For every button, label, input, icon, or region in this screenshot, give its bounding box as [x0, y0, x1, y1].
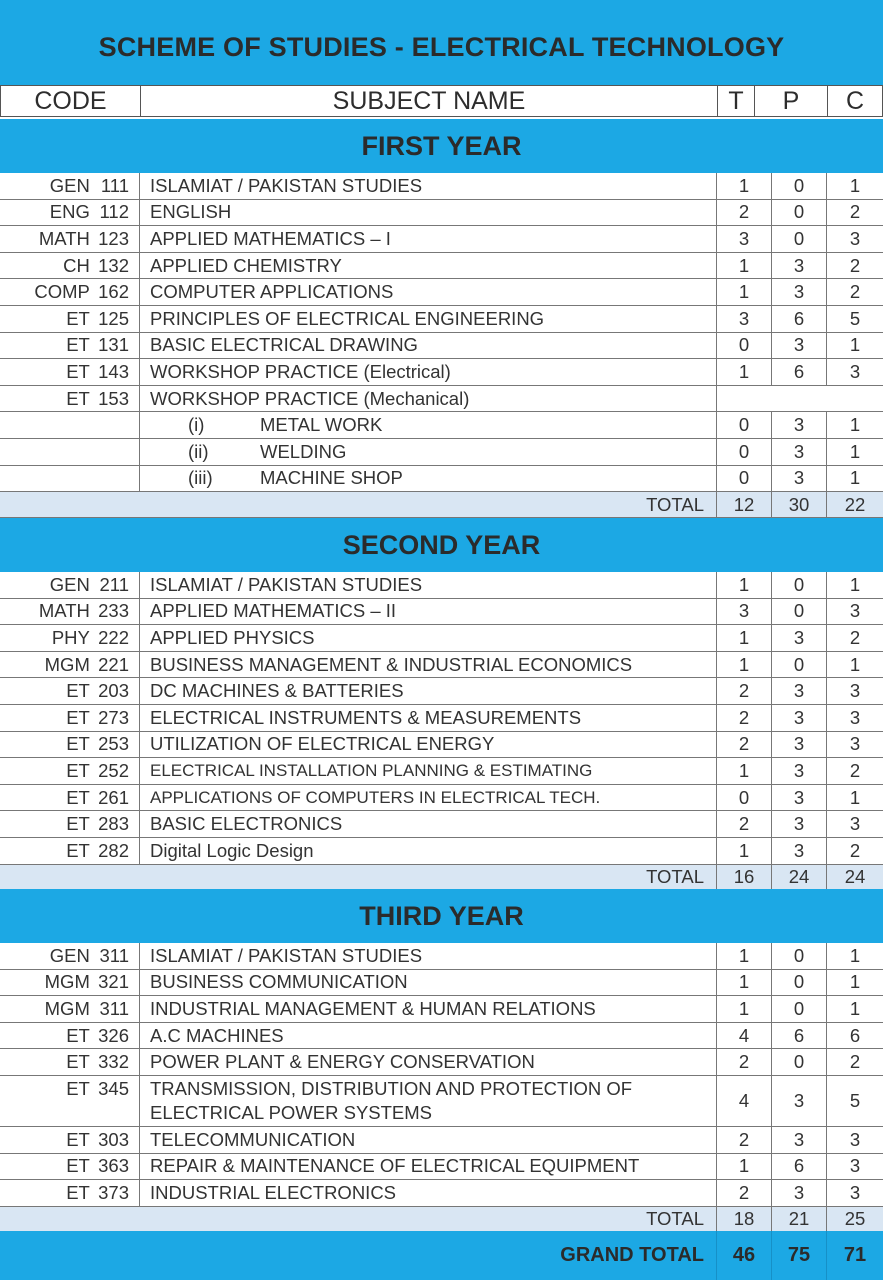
table-row: [0, 970, 883, 997]
table-row: [0, 1049, 883, 1076]
course-number: 332: [98, 1051, 129, 1073]
subject-name: A.C MACHINES: [140, 1023, 717, 1049]
course-dept: ET: [66, 360, 90, 382]
credit-hours: 3: [849, 1181, 861, 1203]
course-code: [0, 943, 140, 969]
theory-hours: 1: [717, 996, 772, 1022]
credit-hours: 3: [849, 813, 861, 835]
course-dept: ET: [66, 1051, 90, 1073]
sub-numeral: (iii): [188, 467, 213, 489]
course-dept: ET: [66, 706, 90, 728]
practical-hours: 3: [772, 625, 827, 651]
theory-hours: 1: [717, 359, 772, 385]
practical-hours: 3: [772, 412, 827, 438]
table-row: [0, 996, 883, 1023]
course-code: [0, 732, 140, 758]
table-row: [0, 599, 883, 626]
course-dept: ET: [66, 1077, 90, 1099]
course-code: [0, 758, 140, 784]
course-code: [0, 200, 140, 226]
course-number: 345: [98, 1077, 129, 1099]
practical-hours: 0: [772, 200, 827, 226]
theory-hours: 4: [717, 1023, 772, 1049]
course-dept: MGM: [44, 997, 90, 1019]
practical-hours: 3: [772, 439, 827, 465]
theory-hours: 3: [717, 226, 772, 252]
credit-hours: 1: [849, 174, 861, 196]
practical-hours: 0: [772, 996, 827, 1022]
section-heading: SECOND YEAR: [342, 529, 541, 560]
theory-hours: 3: [717, 599, 772, 625]
course-dept: ET: [66, 786, 90, 808]
credit-hours: 2: [849, 759, 861, 781]
total-label: TOTAL: [0, 492, 717, 517]
course-number: 125: [98, 307, 129, 329]
credit-hours: 2: [849, 839, 861, 861]
course-dept: ET: [66, 1128, 90, 1150]
table-row: [0, 1180, 883, 1207]
credit-hours: 5: [849, 1089, 861, 1111]
practical-hours: 3: [772, 811, 827, 837]
table-row-sub: [0, 412, 883, 439]
theory-hours: 4: [717, 1076, 772, 1126]
course-code: [0, 1180, 140, 1206]
sub-label: MACHINE SHOP: [260, 467, 403, 489]
practical-hours: 0: [772, 970, 827, 996]
credit-hours: 1: [849, 971, 861, 993]
practical-hours: 0: [772, 173, 827, 199]
course-code: [0, 1154, 140, 1180]
course-dept: CH: [63, 254, 90, 276]
course-code: [0, 599, 140, 625]
course-dept: COMP: [34, 281, 90, 303]
course-dept: GEN: [49, 573, 90, 595]
course-dept: MGM: [44, 971, 90, 993]
subject-name: COMPUTER APPLICATIONS: [140, 279, 717, 305]
total-t: 12: [717, 492, 772, 517]
subject-sub-name: [140, 439, 717, 465]
course-number: 211: [99, 573, 129, 595]
total-c: 25: [844, 1208, 866, 1230]
table-row: [0, 838, 883, 865]
subject-name: APPLIED CHEMISTRY: [140, 253, 717, 279]
course-dept: ET: [66, 387, 90, 409]
sub-label: WELDING: [260, 440, 347, 462]
third-year-rows: [0, 943, 883, 1233]
theory-hours: 2: [717, 732, 772, 758]
subject-name: ISLAMIAT / PAKISTAN STUDIES: [140, 173, 717, 199]
subject-name: WORKSHOP PRACTICE (Mechanical): [140, 386, 717, 412]
theory-hours: 0: [717, 412, 772, 438]
course-number: 112: [99, 201, 129, 223]
practical-hours: 0: [772, 652, 827, 678]
credit-hours: 1: [849, 440, 861, 462]
total-c: 22: [844, 493, 866, 515]
course-code-empty: [0, 466, 140, 492]
course-code: [0, 386, 140, 412]
course-code: [0, 970, 140, 996]
practical-hours: 6: [772, 359, 827, 385]
table-row: [0, 333, 883, 360]
table-row: [0, 359, 883, 386]
grand-total-row: [0, 1231, 883, 1280]
course-code: [0, 1127, 140, 1153]
course-dept: MGM: [44, 653, 90, 675]
table-row: [0, 200, 883, 227]
course-number: 326: [98, 1024, 129, 1046]
table-row: [0, 785, 883, 812]
table-row: [0, 652, 883, 679]
credit-hours: 1: [849, 997, 861, 1019]
course-code: [0, 785, 140, 811]
course-code: [0, 173, 140, 199]
course-code: [0, 838, 140, 864]
course-code: [0, 1076, 140, 1126]
theory-hours: 0: [717, 333, 772, 359]
course-number: 252: [98, 759, 129, 781]
credit-hours: 3: [849, 733, 861, 755]
credit-hours: 6: [849, 1024, 861, 1046]
course-dept: ET: [66, 839, 90, 861]
course-number: 261: [98, 786, 129, 808]
theory-hours: 0: [717, 439, 772, 465]
subject-name: UTILIZATION OF ELECTRICAL ENERGY: [140, 732, 717, 758]
table-row: [0, 279, 883, 306]
course-code: [0, 226, 140, 252]
course-dept: PHY: [51, 626, 90, 648]
theory-hours: 1: [717, 253, 772, 279]
course-dept: ET: [66, 733, 90, 755]
credit-hours: 1: [849, 334, 861, 356]
practical-hours: 6: [772, 306, 827, 332]
table-row: [0, 811, 883, 838]
course-code: [0, 1023, 140, 1049]
header-subject-name: SUBJECT NAME: [140, 85, 718, 117]
credit-hours: 2: [849, 254, 861, 276]
course-code: [0, 678, 140, 704]
credit-hours: 1: [849, 573, 861, 595]
credit-hours: 3: [849, 706, 861, 728]
table-row: [0, 226, 883, 253]
course-number: 221: [98, 653, 129, 675]
course-number: 273: [98, 706, 129, 728]
credit-hours: 2: [849, 1051, 861, 1073]
subject-name: TRANSMISSION, DISTRIBUTION AND PROTECTION OF ELECTRICAL POWER SYSTEMS: [140, 1076, 717, 1126]
subject-name: REPAIR & MAINTENANCE OF ELECTRICAL EQUIPMENT: [140, 1154, 717, 1180]
course-dept: ET: [66, 1155, 90, 1177]
practical-hours: 0: [772, 572, 827, 598]
subject-name: WORKSHOP PRACTICE (Electrical): [140, 359, 717, 385]
total-label: TOTAL: [0, 1207, 717, 1232]
table-header: [0, 85, 883, 119]
table-row: [0, 1127, 883, 1154]
table-row: [0, 173, 883, 200]
table-row: [0, 1154, 883, 1181]
header-c: C: [827, 85, 883, 117]
table-row: [0, 1076, 883, 1127]
subject-name: APPLIED MATHEMATICS – II: [140, 599, 717, 625]
theory-hours: 2: [717, 705, 772, 731]
table-row: [0, 1023, 883, 1050]
total-c: 24: [844, 866, 866, 888]
course-code-empty: [0, 439, 140, 465]
practical-hours: 3: [772, 838, 827, 864]
theory-hours: 1: [717, 838, 772, 864]
practical-hours: 0: [772, 599, 827, 625]
course-number: 253: [98, 733, 129, 755]
practical-hours: 3: [772, 253, 827, 279]
course-code: [0, 811, 140, 837]
sub-label: METAL WORK: [260, 414, 383, 436]
course-code: [0, 253, 140, 279]
course-dept: ET: [66, 334, 90, 356]
table-row: [0, 572, 883, 599]
course-number: 143: [98, 360, 129, 382]
course-number: 282: [98, 839, 129, 861]
course-code: [0, 996, 140, 1022]
theory-hours: 1: [717, 625, 772, 651]
subject-name: INDUSTRIAL MANAGEMENT & HUMAN RELATIONS: [140, 996, 717, 1022]
course-dept: GEN: [49, 944, 90, 966]
course-code: [0, 359, 140, 385]
subject-name: PRINCIPLES OF ELECTRICAL ENGINEERING: [140, 306, 717, 332]
subject-name: APPLICATIONS OF COMPUTERS IN ELECTRICAL TECH.: [140, 785, 717, 811]
theory-hours: [717, 386, 883, 412]
theory-hours: 2: [717, 1049, 772, 1075]
theory-hours: 2: [717, 200, 772, 226]
table-row: [0, 705, 883, 732]
course-number: 303: [98, 1128, 129, 1150]
table-row: [0, 732, 883, 759]
course-code: [0, 652, 140, 678]
credit-hours: 5: [849, 307, 861, 329]
practical-hours: 3: [772, 333, 827, 359]
grand-total-c: 71: [843, 1244, 867, 1266]
theory-hours: 1: [717, 1154, 772, 1180]
credit-hours: 3: [849, 1128, 861, 1150]
course-number: 111: [100, 174, 129, 196]
subject-name: BASIC ELECTRONICS: [140, 811, 717, 837]
second-year-rows: [0, 572, 883, 891]
course-number: 363: [98, 1155, 129, 1177]
practical-hours: 3: [772, 785, 827, 811]
theory-hours: 2: [717, 678, 772, 704]
grand-total-label: GRAND TOTAL: [0, 1231, 717, 1280]
header-t: T: [717, 85, 755, 117]
theory-hours: 2: [717, 1127, 772, 1153]
total-t: 16: [717, 865, 772, 890]
section-second-year: [0, 518, 883, 572]
total-t: 18: [717, 1207, 772, 1232]
theory-hours: 1: [717, 943, 772, 969]
total-row: [0, 1207, 883, 1233]
course-code: [0, 333, 140, 359]
section-third-year: [0, 889, 883, 943]
total-label: TOTAL: [0, 865, 717, 890]
table-row: [0, 943, 883, 970]
total-p: 30: [772, 492, 827, 517]
theory-hours: 1: [717, 572, 772, 598]
credit-hours: 1: [849, 944, 861, 966]
course-number: 203: [98, 680, 129, 702]
course-number: 132: [98, 254, 129, 276]
practical-hours: 3: [772, 1076, 827, 1126]
subject-name: POWER PLANT & ENERGY CONSERVATION: [140, 1049, 717, 1075]
credit-hours: 2: [849, 281, 861, 303]
section-first-year: [0, 119, 883, 173]
table-row-sub: [0, 466, 883, 493]
course-code: [0, 572, 140, 598]
subject-sub-name: [140, 412, 717, 438]
credit-hours: 1: [849, 414, 861, 436]
sub-numeral: (ii): [188, 440, 209, 462]
first-year-rows: [0, 173, 883, 518]
table-row: [0, 386, 883, 413]
course-number: 162: [98, 281, 129, 303]
course-dept: ET: [66, 1181, 90, 1203]
theory-hours: 2: [717, 1180, 772, 1206]
theory-hours: 1: [717, 970, 772, 996]
credit-hours: 3: [849, 360, 861, 382]
course-code: [0, 705, 140, 731]
course-number: 373: [98, 1181, 129, 1203]
course-code: [0, 306, 140, 332]
course-code: [0, 279, 140, 305]
practical-hours: 0: [772, 226, 827, 252]
theory-hours: 1: [717, 173, 772, 199]
practical-hours: 6: [772, 1023, 827, 1049]
course-code-empty: [0, 412, 140, 438]
practical-hours: 3: [772, 758, 827, 784]
total-p: 21: [772, 1207, 827, 1232]
page-title: SCHEME OF STUDIES - ELECTRICAL TECHNOLOGY: [98, 32, 785, 62]
course-dept: ET: [66, 1024, 90, 1046]
practical-hours: 3: [772, 466, 827, 492]
course-dept: MATH: [38, 227, 90, 249]
practical-hours: 3: [772, 1180, 827, 1206]
section-heading: FIRST YEAR: [361, 130, 522, 161]
theory-hours: 0: [717, 466, 772, 492]
practical-hours: 3: [772, 279, 827, 305]
subject-name: DC MACHINES & BATTERIES: [140, 678, 717, 704]
table-row: [0, 306, 883, 333]
theory-hours: 1: [717, 758, 772, 784]
subject-name: BUSINESS COMMUNICATION: [140, 970, 717, 996]
theory-hours: 1: [717, 652, 772, 678]
table-row: [0, 625, 883, 652]
table-row-sub: [0, 439, 883, 466]
theory-hours: 0: [717, 785, 772, 811]
practical-hours: 3: [772, 1127, 827, 1153]
table-row: [0, 253, 883, 280]
credit-hours: 3: [849, 680, 861, 702]
credit-hours: 2: [849, 201, 861, 223]
subject-name: ELECTRICAL INSTRUMENTS & MEASUREMENTS: [140, 705, 717, 731]
course-number: 233: [98, 600, 129, 622]
course-number: 153: [98, 387, 129, 409]
total-row: [0, 865, 883, 891]
course-dept: ENG: [49, 201, 90, 223]
practical-hours: 0: [772, 943, 827, 969]
grand-total-t: 46: [717, 1231, 772, 1280]
header-code: CODE: [0, 85, 141, 117]
practical-hours: 0: [772, 1049, 827, 1075]
subject-name: ISLAMIAT / PAKISTAN STUDIES: [140, 572, 717, 598]
subject-name: BASIC ELECTRICAL DRAWING: [140, 333, 717, 359]
subject-name: ENGLISH: [140, 200, 717, 226]
table-row: [0, 678, 883, 705]
total-p: 24: [772, 865, 827, 890]
course-number: 222: [98, 626, 129, 648]
course-code: [0, 625, 140, 651]
theory-hours: 3: [717, 306, 772, 332]
subject-name: APPLIED PHYSICS: [140, 625, 717, 651]
table-row: [0, 758, 883, 785]
subject-sub-name: [140, 466, 717, 492]
header-p: P: [754, 85, 828, 117]
course-number: 311: [99, 944, 129, 966]
grand-total-p: 75: [772, 1231, 827, 1280]
credit-hours: 3: [849, 227, 861, 249]
course-number: 123: [98, 227, 129, 249]
section-heading: THIRD YEAR: [359, 900, 524, 931]
practical-hours: 3: [772, 732, 827, 758]
course-dept: GEN: [49, 174, 90, 196]
practical-hours: 6: [772, 1154, 827, 1180]
theory-hours: 2: [717, 811, 772, 837]
course-dept: ET: [66, 813, 90, 835]
course-dept: MATH: [38, 600, 90, 622]
practical-hours: 3: [772, 705, 827, 731]
credit-hours: 1: [849, 786, 861, 808]
course-dept: ET: [66, 680, 90, 702]
credit-hours: 3: [849, 600, 861, 622]
credit-hours: 1: [849, 653, 861, 675]
subject-name: ISLAMIAT / PAKISTAN STUDIES: [140, 943, 717, 969]
credit-hours: 2: [849, 626, 861, 648]
course-dept: ET: [66, 759, 90, 781]
course-dept: ET: [66, 307, 90, 329]
subject-name: INDUSTRIAL ELECTRONICS: [140, 1180, 717, 1206]
course-number: 283: [98, 813, 129, 835]
course-code: [0, 1049, 140, 1075]
theory-hours: 1: [717, 279, 772, 305]
sub-numeral: (i): [188, 414, 205, 436]
course-number: 321: [98, 971, 129, 993]
title-bar: [0, 0, 883, 85]
practical-hours: 3: [772, 678, 827, 704]
subject-name: ELECTRICAL INSTALLATION PLANNING & ESTIMATING: [140, 758, 717, 784]
subject-name: APPLIED MATHEMATICS – I: [140, 226, 717, 252]
course-number: 311: [99, 997, 129, 1019]
course-number: 131: [98, 334, 129, 356]
subject-name: Digital Logic Design: [140, 838, 717, 864]
credit-hours: 1: [849, 467, 861, 489]
subject-name: BUSINESS MANAGEMENT & INDUSTRIAL ECONOMICS: [140, 652, 717, 678]
subject-name: TELECOMMUNICATION: [140, 1127, 717, 1153]
total-row: [0, 492, 883, 518]
credit-hours: 3: [849, 1155, 861, 1177]
